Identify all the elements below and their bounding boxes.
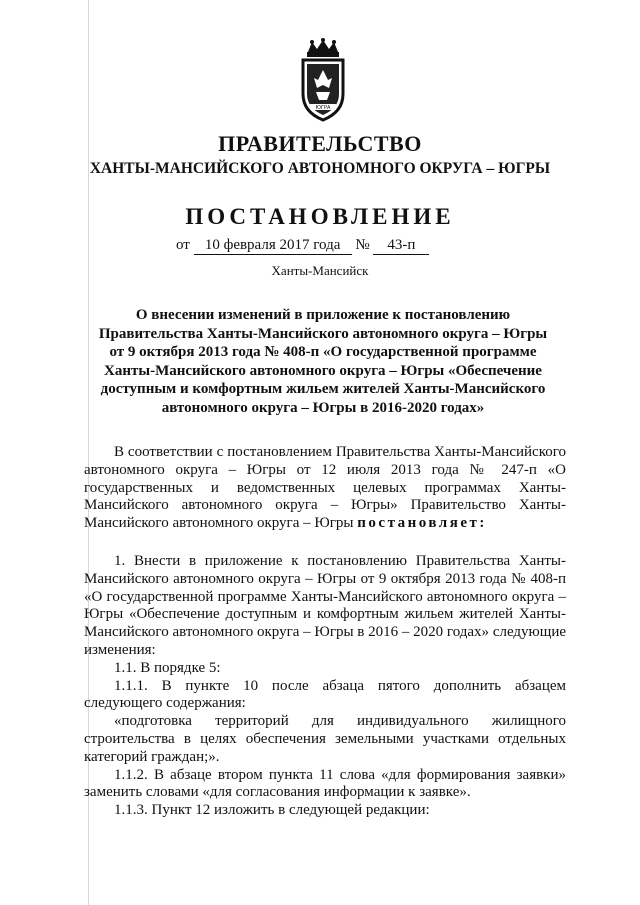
item-1-1-1: 1.1.1. В пункте 10 после абзаца пятого дополнить абзацем следующего содержания: xyxy=(84,677,566,712)
document-subject: О внесении изменений в приложение к постановлению Правительства Ханты-Мансийского автономного округа – Югры от 9 октября 2013 года № 408-п «О государственной программе Ханты-Мансийского автономного округа – Югры «Обеспечение доступным и комфортным жильем жителей Ханты-Мансийского автономного округа – Югры в 2016-2020 годах» xyxy=(98,307,548,416)
item-1: 1. Внести в приложение к постановлению Правительства Ханты-Мансийского автономного округа – Югры от 9 октября 2013 года № 408-п «О государственной программе Ханты-Мансийского автономного округа – Югры «Обеспечение доступным и комфортным жильем жителей Ханты-Мансийского автономного округа – Югры в 2016 – 2020 годах» следующие изменения: xyxy=(84,552,566,658)
preamble-text: В соответствии с постановлением Правительства Ханты-Мансийского автономного округа – Югры от 12 июля 2013 года № 247-п «О государственных и ведомственных целевых программах Ханты-Мансийского автономного округа – Югры» Правительство Ханты-Мансийского автономного округа – Югры xyxy=(84,444,566,532)
decree-word: постановляет: xyxy=(357,515,487,532)
svg-text:ЮГРА: ЮГРА xyxy=(315,105,331,111)
item-1-1-3: 1.1.3. Пункт 12 изложить в следующей редакции: xyxy=(114,802,430,819)
coat-of-arms-icon xyxy=(296,38,350,124)
city-name: Ханты-Мансийск xyxy=(271,263,369,278)
document-date: 10 февраля 2017 года xyxy=(194,236,352,255)
paragraph-gap xyxy=(84,533,566,553)
government-subtitle: ХАНТЫ-МАНСИЙСКОГО АВТОНОМНОГО ОКРУГА – ЮГРЫ xyxy=(89,160,551,177)
preamble-paragraph xyxy=(84,444,566,533)
date-prefix: от xyxy=(176,237,190,253)
item-1-1-2: 1.1.2. В абзаце втором пункта 11 слова «для формирования заявки» заменить словами «для согласования информации к заявке». xyxy=(84,766,566,801)
date-number-line xyxy=(176,236,429,255)
quoted-text: «подготовка территорий для индивидуального жилищного строительства в целях обеспечения земельными участками отдельных категорий граждан;». xyxy=(84,713,566,765)
document-body xyxy=(84,444,566,820)
item-1-1: 1.1. В порядке 5: xyxy=(114,659,221,676)
government-title: ПРАВИТЕЛЬСТВО xyxy=(218,131,422,156)
document-type: ПОСТАНОВЛЕНИЕ xyxy=(185,204,455,229)
document-number: 43-п xyxy=(373,236,429,255)
number-sign: № xyxy=(355,237,370,253)
